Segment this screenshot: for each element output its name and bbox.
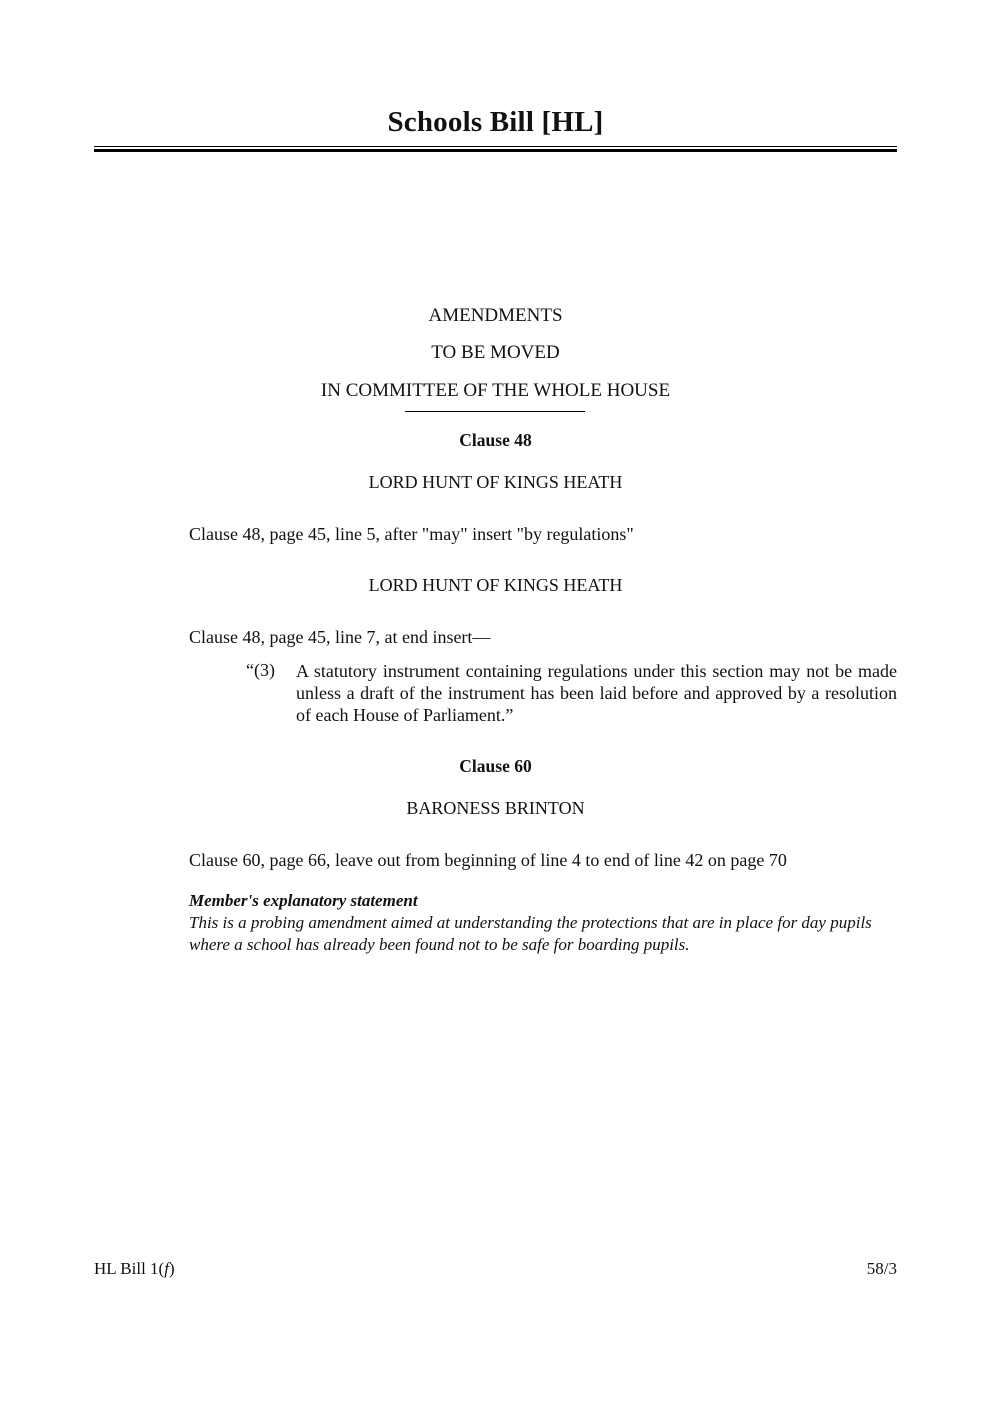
explanatory-statement-text: This is a probing amendment aimed at understanding the protections that are in place for day pupils where a school has already been found not to be safe for boarding pupils. (189, 913, 872, 954)
title-rule-thin (94, 146, 897, 147)
member-name: LORD HUNT OF KINGS HEATH (368, 575, 623, 595)
amendment-text: Clause 48, page 45, line 5, after "may" insert "by regulations" (189, 524, 634, 544)
intro-divider (405, 411, 585, 412)
bill-reference (94, 1259, 175, 1279)
clause-60-heading: Clause 60 (459, 756, 532, 776)
member-name: BARONESS BRINTON (406, 798, 585, 818)
amendment-text: Clause 60, page 66, leave out from beginning of line 4 to end of line 42 on page 70 (189, 850, 787, 870)
member-name: LORD HUNT OF KINGS HEATH (368, 472, 623, 492)
clause-48-heading: Clause 48 (459, 430, 532, 450)
intro-committee: IN COMMITTEE OF THE WHOLE HOUSE (320, 380, 671, 401)
page-reference: 58/3 (866, 1259, 897, 1278)
amendment-text: Clause 48, page 45, line 7, at end insert— (189, 627, 491, 647)
intro-amendments: AMENDMENTS (428, 305, 563, 326)
bill-ref-letter: f (164, 1259, 169, 1278)
intro-to-be-moved: TO BE MOVED (431, 342, 560, 363)
explanatory-statement-heading: Member's explanatory statement (189, 891, 418, 910)
bill-ref-prefix: HL Bill 1( (94, 1259, 165, 1278)
inserted-subsection-number: “(3) (246, 660, 275, 680)
inserted-subsection-text: A statutory instrument containing regulations under this section may not be made unless a draft of the instrument has been laid before and approved by a resolution of each House of Parliament.” (296, 661, 897, 725)
document-title: Schools Bill [HL] (387, 106, 604, 138)
title-rule-thick (94, 149, 897, 152)
bill-ref-suffix: ) (168, 1259, 175, 1278)
